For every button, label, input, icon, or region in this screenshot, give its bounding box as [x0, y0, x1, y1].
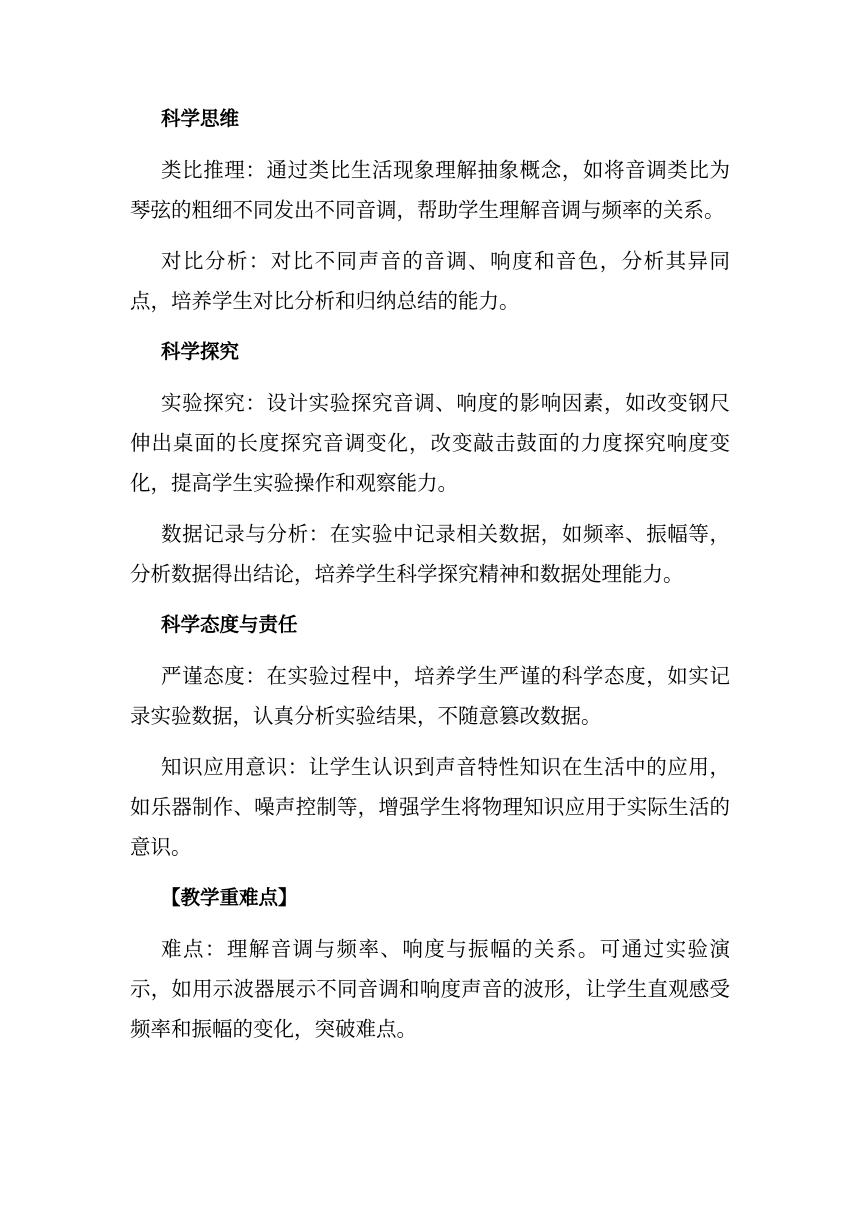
section-heading-scientific-thinking: 科学思维 — [161, 107, 240, 130]
section-heading-scientific-inquiry: 科学探究 — [161, 340, 240, 363]
paragraph-rigorous-attitude: 严谨态度：在实验过程中，培养学生严谨的科学态度，如实记录实验数据，认真分析实验结果，不随意篡改数据。 — [130, 664, 730, 728]
section-heading-attitude-responsibility: 科学态度与责任 — [161, 613, 298, 636]
section-heading-key-difficulties: 【教学重难点】 — [161, 886, 298, 909]
paragraph-experimental-inquiry: 实验探究：设计实验探究音调、响度的影响因素，如改变钢尺伸出桌面的长度探究音调变化，改变敲击鼓面的力度探究响度变化，提高学生实验操作和观察能力。 — [130, 391, 730, 495]
paragraph-difficulty: 难点：理解音调与频率、响度与振幅的关系。可通过实验演示，如用示波器展示不同音调和响度声音的波形，让学生直观感受频率和振幅的变化，突破难点。 — [130, 937, 730, 1041]
paragraph-analogy-reasoning: 类比推理：通过类比生活现象理解抽象概念，如将音调类比为琴弦的粗细不同发出不同音调，帮助学生理解音调与频率的关系。 — [130, 158, 730, 222]
document-body — [130, 99, 730, 1049]
paragraph-comparative-analysis: 对比分析：对比不同声音的音调、响度和音色，分析其异同点，培养学生对比分析和归纳总结的能力。 — [130, 249, 730, 313]
paragraph-data-recording: 数据记录与分析：在实验中记录相关数据，如频率、振幅等，分析数据得出结论，培养学生科学探究精神和数据处理能力。 — [130, 522, 730, 586]
paragraph-knowledge-application: 知识应用意识：让学生认识到声音特性知识在生活中的应用，如乐器制作、噪声控制等，增强学生将物理知识应用于实际生活的意识。 — [130, 755, 730, 859]
